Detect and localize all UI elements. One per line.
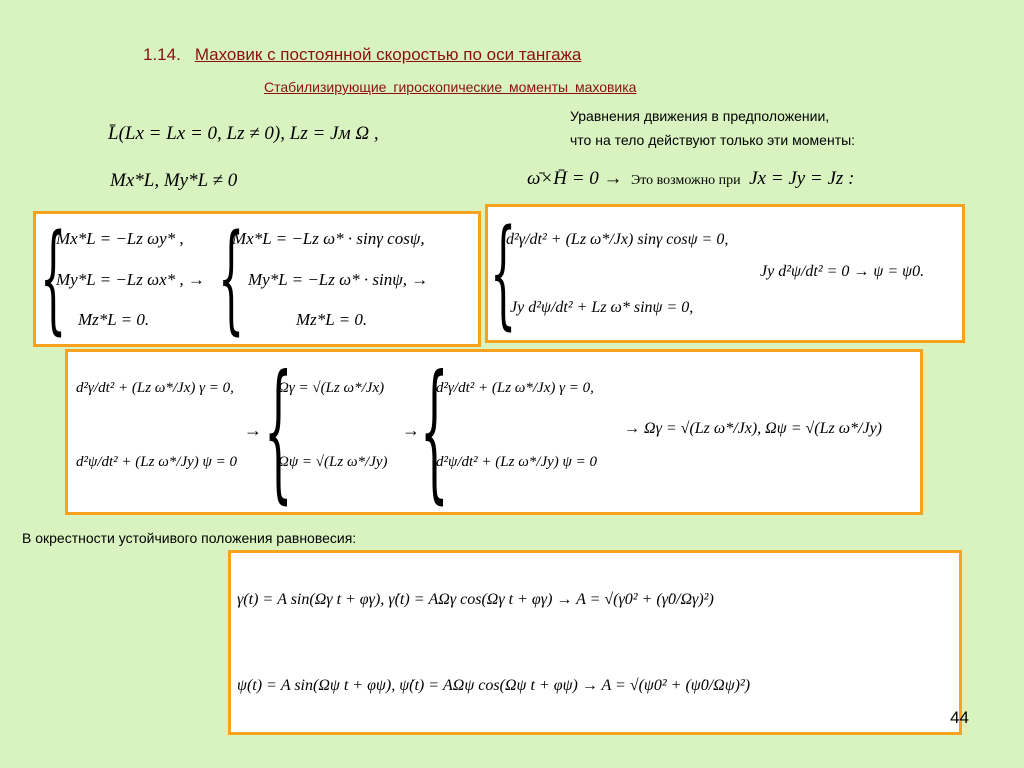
lin-sys3-line-2: d²ψ/dt² + (Lz ω*/Jy) ψ = 0	[436, 454, 597, 470]
condition-text: Это возможно при	[630, 173, 741, 188]
equilibrium-label: В окрестности устойчивого положения равновесия:	[22, 530, 357, 546]
section-title: Маховик с постоянной скоростью по оси тангажа	[194, 45, 582, 64]
solution-psi: ψ(t) = A sin(Ωψ t + φψ), ψ̇(t) = AΩψ cos(Ωψ t + φψ) → A = √(ψ0² + (ψ̇0/Ωψ)²)	[237, 677, 751, 694]
formula-angular-momentum: L̄(Lx = Lx = 0, Lz ≠ 0), Lz = Jм Ω ,	[108, 123, 379, 144]
frequencies-result: → Ωγ = √(Lz ω*/Jx), Ωψ = √(Lz ω*/Jy)	[624, 420, 882, 437]
note-line-1: Уравнения движения в предположении,	[570, 108, 830, 124]
sys-b-line-1: Mx*L = −Lz ω* · sinγ cosψ,	[232, 229, 425, 248]
lin-sys2-line-2: Ωψ = √(Lz ω*/Jy)	[278, 454, 388, 470]
formula-moments: Mx*L, My*L ≠ 0	[110, 170, 238, 191]
sys-a-line-3: Mz*L = 0.	[78, 310, 150, 329]
arrow-1: →	[244, 420, 262, 440]
motion-eq-3: Jy d²ψ/dt² = 0 → ψ = ψ0.	[760, 263, 925, 280]
sys-b-line-3: Mz*L = 0.	[296, 310, 368, 329]
box-linearized	[65, 344, 923, 518]
sys-a-line-2: My*L = −Lz ωx* , →	[56, 270, 205, 289]
slide-subtitle: Стабилизирующие гироскопические моменты маховика	[264, 79, 637, 95]
solution-gamma: γ(t) = A sin(Ωγ t + φγ), γ̇(t) = AΩγ cos(Ωγ t + φγ) → A = √(γ0² + (γ̇0/Ωγ)²)	[237, 591, 714, 608]
brace-a: {	[40, 208, 67, 346]
brace-e: {	[420, 344, 449, 518]
box-moment-equations	[33, 208, 481, 347]
brace-b: {	[218, 208, 245, 346]
box-solutions	[228, 550, 962, 735]
sys-b-line-2: My*L = −Lz ω* · sinψ, →	[248, 270, 429, 289]
box-motion-equations	[485, 204, 965, 343]
brace-c: {	[490, 203, 517, 341]
lin-sys2-line-1: Ωγ = √(Lz ω*/Jx)	[278, 380, 385, 396]
arrow-2: →	[402, 420, 420, 440]
sys-a-line-1: Mx*L = −Lz ωy* ,	[56, 229, 184, 248]
lin-sys3-line-1: d²γ/dt² + (Lz ω*/Jx) γ = 0,	[436, 380, 594, 396]
page-number: 44	[950, 708, 969, 727]
slide-title	[143, 45, 581, 65]
condition-rhs: Jx = Jy = Jz :	[749, 168, 855, 189]
lin-sys1-line-2: d²ψ/dt² + (Lz ω*/Jy) ψ = 0	[76, 454, 237, 470]
motion-eq-1: d²γ/dt² + (Lz ω*/Jx) sinγ cosψ = 0,	[506, 231, 729, 248]
condition-formula: ω̄×H̄ = 0 →	[527, 168, 623, 189]
brace-d: {	[264, 344, 293, 518]
lin-sys1-line-1: d²γ/dt² + (Lz ω*/Jx) γ = 0,	[76, 380, 234, 396]
section-number: 1.14.	[143, 45, 181, 64]
motion-eq-2: Jy d²ψ/dt² + Lz ω* sinψ = 0,	[510, 299, 694, 316]
note-line-2: что на тело действуют только эти моменты:	[570, 132, 856, 148]
condition-row	[527, 168, 854, 190]
